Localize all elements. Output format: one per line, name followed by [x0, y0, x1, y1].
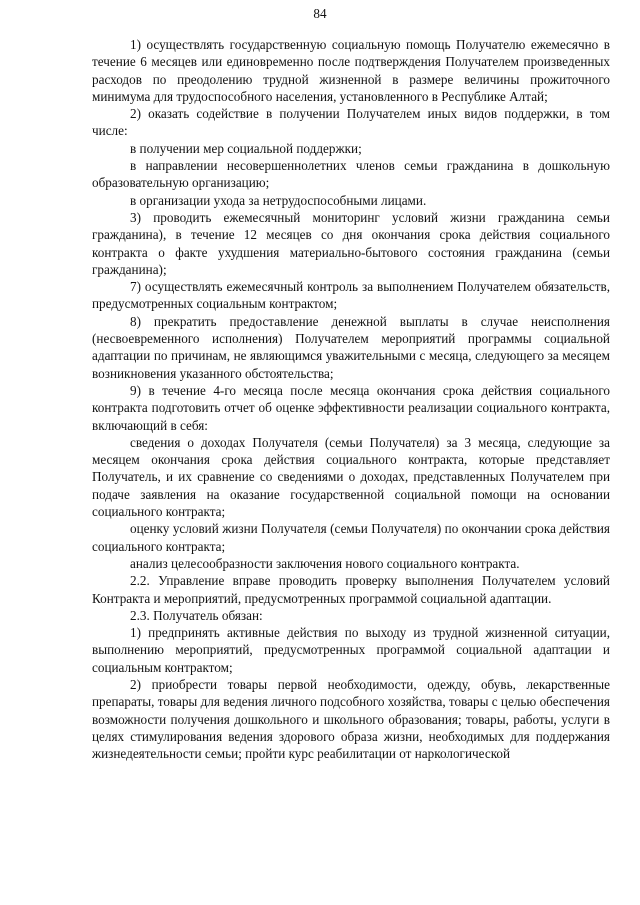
paragraph-13: 2.2. Управление вправе проводить проверку выполнения Получателем условий Контракта и мероприятий, предусмотренных программой социальной адаптации. — [92, 573, 610, 606]
page-number: 84 — [313, 6, 327, 21]
document-body — [92, 36, 610, 762]
paragraph-2: 2) оказать содействие в получении Получателем иных видов поддержки, в том числе: — [92, 106, 610, 139]
paragraph-7: 7) осуществлять ежемесячный контроль за выполнением Получателем обязательств, предусмотренных социальным контрактом; — [92, 279, 610, 312]
paragraph-15: 1) предпринять активные действия по выходу из трудной жизненной ситуации, выполнению мероприятий, предусмотренных программой социальной адаптации и социальным контрактом; — [92, 625, 610, 675]
paragraph-9: 9) в течение 4-го месяца после месяца окончания срока действия социального контракта подготовить отчет об оценке эффективности реализации социального контракта, включающий в себя: — [92, 382, 610, 433]
paragraph-4: в направлении несовершеннолетних членов семьи гражданина в дошкольную образовательную организацию; — [92, 158, 610, 191]
paragraph-6: 3) проводить ежемесячный мониторинг условий жизни гражданина семьи гражданина), в течение 12 месяцев со дня окончания срока действия социального контракта о факте ухудшения материально-бытового состояния гражданина (семьи гражданина); — [92, 209, 610, 277]
paragraph-3: в получении мер социальной поддержки; — [130, 140, 362, 156]
paragraph-1: 1) осуществлять государственную социальную помощь Получателю ежемесячно в течение 6 месяцев или единовременно после подтверждения Получателем произведенных расходов по преодолению трудной жизненной в размере величины прожиточного минимума для трудоспособного населения, установленного в Республике Алтай; — [92, 37, 610, 104]
paragraph-16: 2) приобрести товары первой необходимости, одежду, обувь, лекарственные препараты, товары для ведения личного подсобного хозяйства, товары с целью обеспечения возможности получения дошкольного и школьного образования; товары, работы, услуги в целях стимулирования ведения здорового образа жизни, необходимых для поддержания жизнедеятельности семьи; пройти курс реабилитации от наркологической — [92, 676, 610, 762]
paragraph-8: 8) прекратить предоставление денежной выплаты в случае неисполнения (несвоевременного исполнения) Получателем мероприятий программы социальной адаптации по причинам, не являющимся уважительными с месяца, следующего за месяцем возникновения указанного обстоятельства; — [92, 313, 610, 381]
paragraph-12: анализ целесообразности заключения нового социального контракта. — [130, 555, 520, 571]
paragraph-5: в организации ухода за нетрудоспособными лицами. — [130, 192, 427, 208]
paragraph-10: сведения о доходах Получателя (семьи Получателя) за 3 месяца, следующие за месяцем окончания срока действия социального контракта, которые представляет Получатель, и их сравнение со сведениями о доходах, представленных Получателем при подаче заявления на оказание государственной социальной помощи на основании социального контракта; — [92, 434, 610, 520]
paragraph-11: оценку условий жизни Получателя (семьи Получателя) по окончании срока действия социального контракта; — [92, 521, 610, 554]
paragraph-14: 2.3. Получатель обязан: — [130, 607, 263, 623]
